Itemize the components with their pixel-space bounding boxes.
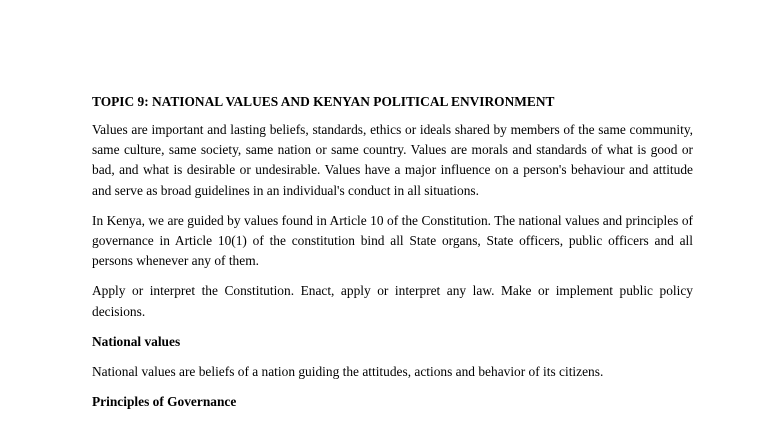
national-values-text: National values are beliefs of a nation guiding the attitudes, actions and behavior of its citizens. (92, 363, 604, 379)
paragraph-apply-interpret: Apply or interpret the Constitution. Enact, apply or interpret any law. Make or implement public policy decisions. (92, 283, 693, 319)
principles-of-governance-heading: Principles of Governance (92, 394, 237, 410)
document-page (92, 92, 693, 422)
paragraph-kenya-article-10: In Kenya, we are guided by values found in Article 10 of the Constitution. The national values and principles of governance in Article 10(1) of the constitution bind all State organs, State officers, public officers and all persons whenever any of them. (92, 212, 693, 269)
document-title: TOPIC 9: NATIONAL VALUES AND KENYAN POLITICAL ENVIRONMENT (92, 94, 555, 109)
paragraph-values-definition: Values are important and lasting beliefs, standards, ethics or ideals shared by members of the same community, same culture, same society, same nation or same country. Values are morals and standards of what is good or bad, and what is desirable or undesirable. Values have a major influence on a person's behaviour and attitude and serve as broad guidelines in an individual's conduct in all situations. (92, 122, 693, 198)
national-values-heading: National values (92, 333, 181, 349)
